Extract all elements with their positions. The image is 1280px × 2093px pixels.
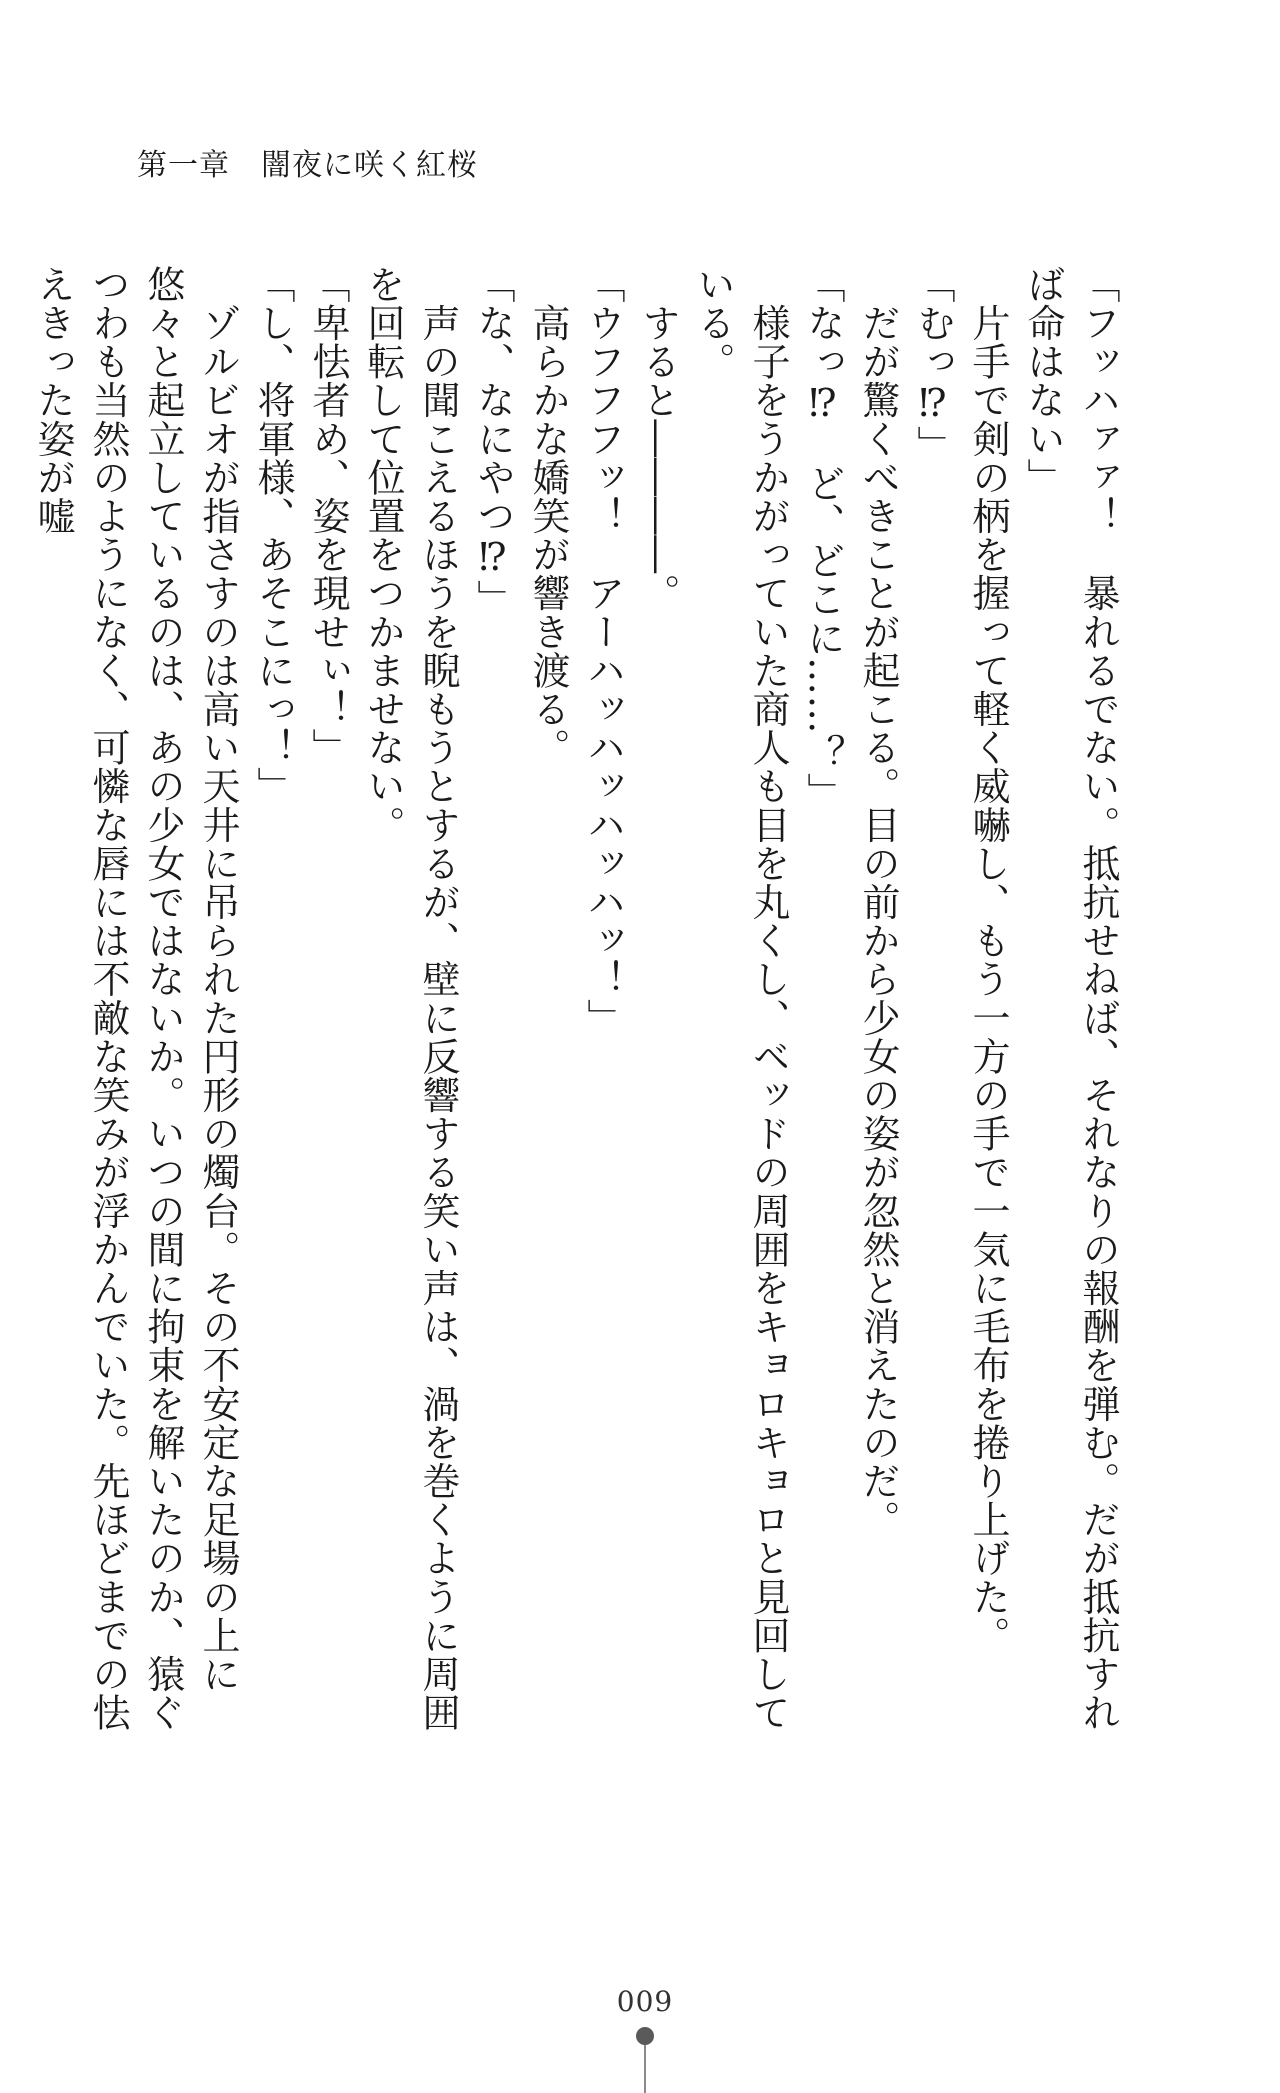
paragraph: 「ウフフフッ！ アーハッハッハッハッ！」 xyxy=(581,265,625,1037)
paragraph: 「し、将軍様、あそこにっ！」 xyxy=(251,265,295,806)
paragraph: 「フッハァァ！ 暴れるでない。抵抗せねば、それなりの報酬を弾む。だが抵抗すれば命はない」 xyxy=(1021,265,1120,1732)
paragraph: 様子をうかがっていた商人も目を丸くし、ベッドの周囲をキョロキョロと見回している。 xyxy=(691,265,790,1732)
page-number: 009 xyxy=(616,1985,674,2018)
chapter-title: 第一章 闇夜に咲く紅桜 xyxy=(137,148,478,183)
paragraph: 片手で剣の柄を握って軽く威嚇し、もう一方の手で一気に毛布を捲り上げた。 xyxy=(966,265,1010,1655)
body-text xyxy=(31,265,1125,1745)
paragraph: ゾルビオが指さすのは高い天井に吊られた円形の燭台。その不安定な足場の上に悠々と起立しているのは、あの少女ではないか。いつの間に拘束を解いたのか、猿ぐつわも当然のようになく、可憐な唇には不敵な笑みが浮かんでいた。先ほどまでの怯えきった姿が嘘 xyxy=(31,265,240,1732)
page-marker-dot xyxy=(636,2027,654,2045)
paragraph: 声の聞こえるほうを睨もうとするが、壁に反響する笑い声は、渦を巻くように周囲を回転して位置をつかませない。 xyxy=(361,265,460,1732)
paragraph: 「な、なにやつ⁉」 xyxy=(471,265,515,619)
paragraph: 高らかな嬌笑が響き渡る。 xyxy=(526,265,570,767)
paragraph: 「むっ⁉」 xyxy=(911,265,955,464)
page-marker-line xyxy=(644,2045,646,2093)
paragraph: 「卑怯者め、姿を現せぃ！」 xyxy=(306,265,350,767)
paragraph: 「なっ⁉ ど、どこに……？」 xyxy=(801,265,845,812)
paragraph: すると――――。 xyxy=(636,265,680,613)
paragraph: だが驚くべきことが起こる。目の前から少女の姿が忽然と消えたのだ。 xyxy=(856,265,900,1539)
